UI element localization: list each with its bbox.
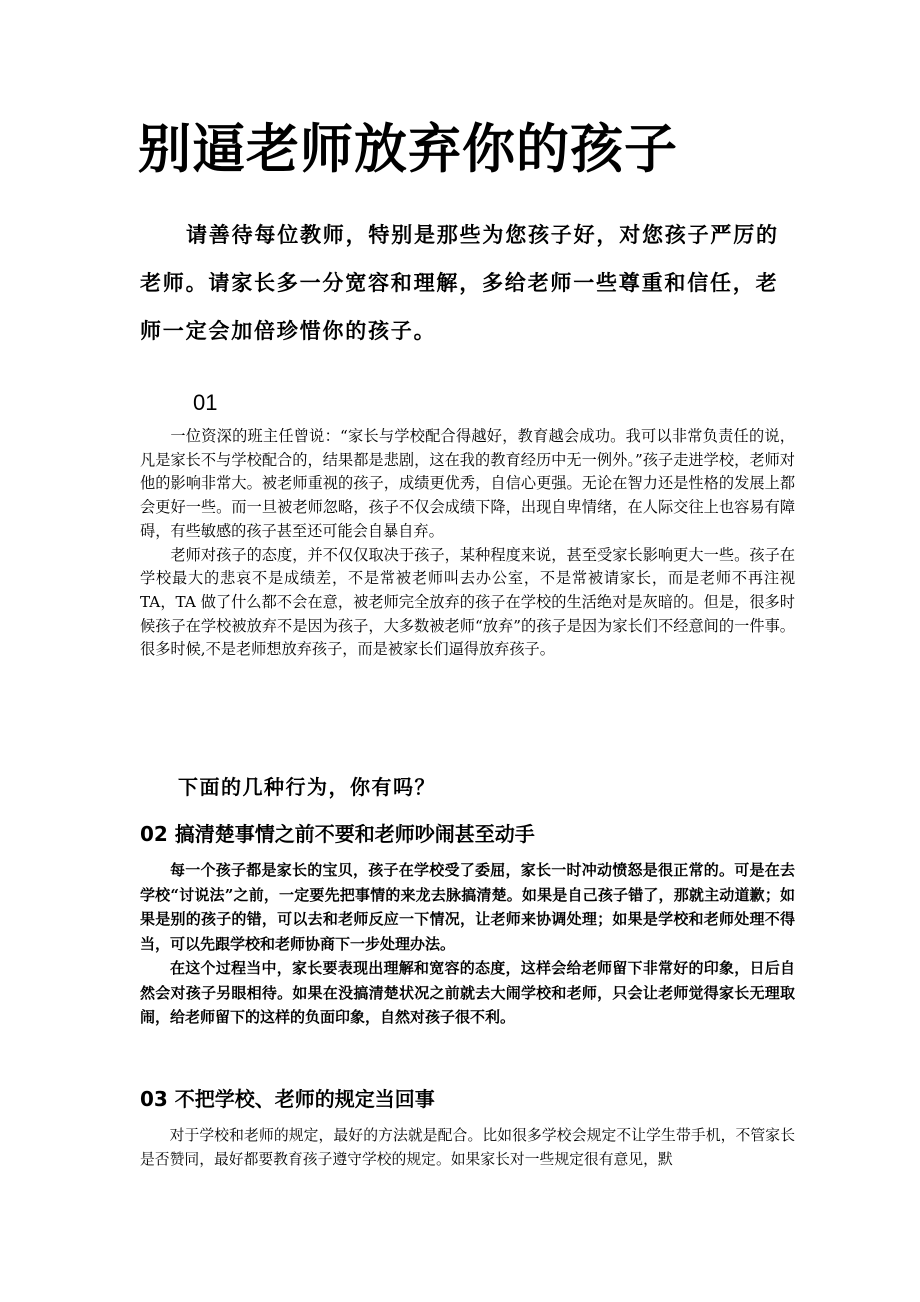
section-03-body <box>140 1124 795 1172</box>
section-02-body <box>140 858 795 1030</box>
section-number-01: 01 <box>193 390 218 415</box>
section-01-body <box>140 425 795 662</box>
section-01-paragraph: 一位资深的班主任曾说：“家长与学校配合得越好，教育越会成功。我可以非常负责任的说，凡是家长不与学校配合的，结果都是悲剧，这在我的教育经历中无一例外。”孩子走进学校，老师对他的影响非常大。被老师重视的孩子，成绩更优秀，自信心更强。无论在智力还是性格的发展上都会更好一些。而一旦被老师忽略，孩子不仅会成绩下降，出现自卑情绪，在人际交往上也容易有障碍，有些敏感的孩子甚至还可能会自暴自弃。 <box>140 427 795 540</box>
question-heading: 下面的几种行为，你有吗？ <box>178 775 436 799</box>
section-03-heading: 03 不把学校、老师的规定当回事 <box>140 1087 435 1111</box>
section-01-paragraph: 老师对孩子的态度，并不仅仅取决于孩子，某种程度来说，甚至受家长影响更大一些。孩子在学校最大的悲哀不是成绩差，不是常被老师叫去办公室，不是常被请家长，而是老师不再注视 TA，TA 做了什么都不会在意，被老师完全放弃的孩子在学校的生活绝对是灰暗的。但是，很多时候孩子在学校被放弃不是因为孩子，大多数被老师“放弃”的孩子是因为家长们不经意间的一件事。很多时候,不是老师想放弃孩子，而是被家长们逼得放弃孩子。 <box>140 545 795 659</box>
section-02-heading: 02 搞清楚事情之前不要和老师吵闹甚至动手 <box>140 822 535 846</box>
intro-paragraph: 请善待每位教师，特别是那些为您孩子好，对您孩子严厉的老师。请家长多一分宽容和理解，多给老师一些尊重和信任，老师一定会加倍珍惜你的孩子。 <box>140 222 779 343</box>
section-03-paragraph: 对于学校和老师的规定，最好的方法就是配合。比如很多学校会规定不让学生带手机，不管家长是否赞同，最好都要教育孩子遵守学校的规定。如果家长对一些规定很有意见，默 <box>140 1127 795 1168</box>
section-02-paragraph: 在这个过程当中，家长要表现出理解和宽容的态度，这样会给老师留下非常好的印象，日后自然会对孩子另眼相待。如果在没搞清楚状况之前就去大闹学校和老师，只会让老师觉得家长无理取闹，给老师留下的这样的负面印象，自然对孩子很不利。 <box>140 959 795 1026</box>
section-02-paragraph: 每一个孩子都是家长的宝贝，孩子在学校受了委屈，家长一时冲动愤怒是很正常的。可是在去学校“讨说法”之前，一定要先把事情的来龙去脉搞清楚。如果是自己孩子错了，那就主动道歉；如果是别的孩子的错，可以去和老师反应一下情况，让老师来协调处理；如果是学校和老师处理不得当，可以先跟学校和老师协商下一步处理办法。 <box>140 861 795 953</box>
page-title: 别逼老师放弃你的孩子 <box>138 119 678 180</box>
